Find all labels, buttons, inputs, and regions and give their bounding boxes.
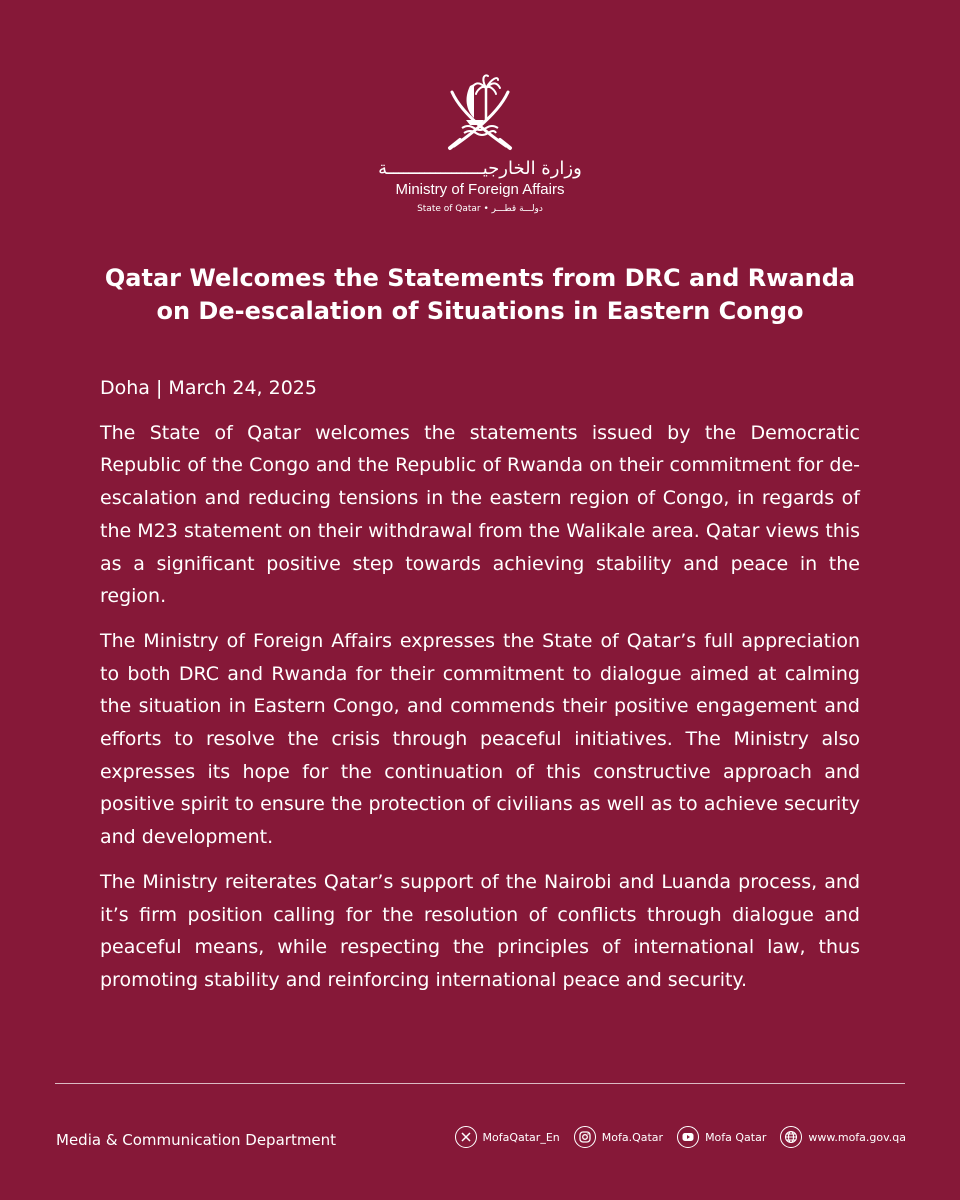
social-label-website: www.mofa.gov.qa [808, 1130, 906, 1144]
press-release-headline [60, 262, 900, 328]
social-link-x[interactable] [455, 1126, 560, 1148]
footer [56, 1124, 906, 1156]
state-of-qatar-line: State of Qatar • دولـــة قطـــر [417, 204, 543, 214]
footer-divider [55, 1083, 905, 1084]
ministry-english-name: Ministry of Foreign Affairs [395, 181, 565, 198]
social-label-instagram: Mofa.Qatar [601, 1130, 664, 1144]
headline-line-2: on De-escalation of Situations in Eastern Congo [156, 297, 804, 325]
globe-icon [780, 1126, 802, 1148]
body-paragraph-2: The Ministry of Foreign Affairs expresses the State of Qatar’s full appreciation to both DRC and Rwanda for their commitment to dialogue aimed at calming the situation in Eastern Congo, and commends their positive engagement and efforts to resolve the crisis through peaceful initiatives. The Ministry also expresses its hope for the continuation of this constructive approach and positive spirit to ensure the protection of civilians as well as to achieve security and development. [100, 629, 860, 849]
social-label-x: MofaQatar_En [482, 1130, 560, 1144]
x-icon [455, 1126, 477, 1148]
qatar-emblem-icon [440, 70, 520, 154]
youtube-icon [677, 1126, 699, 1148]
body-paragraph-3: The Ministry reiterates Qatar’s support of the Nairobi and Luanda process, and it’s firm position calling for the resolution of conflicts through dialogue and peaceful means, while respecting the principles of international law, thus promoting stability and reinforcing international peace and security. [100, 870, 860, 991]
social-link-youtube[interactable] [677, 1126, 766, 1148]
social-links [455, 1126, 906, 1148]
ministry-logo [0, 70, 960, 216]
social-link-instagram[interactable] [574, 1126, 663, 1148]
headline-line-1: Qatar Welcomes the Statements from DRC and Rwanda [104, 264, 856, 292]
body-paragraph-1: The State of Qatar welcomes the statements issued by the Democratic Republic of the Congo and the Republic of Rwanda on their commitment for de-escalation and reducing tensions in the eastern region of Congo, in regards of the M23 statement on their withdrawal from the Walikale area. Qatar views this as a significant positive step towards achieving stability and peace in the region. [100, 421, 860, 608]
ministry-arabic-name: وزارة الخارجيــــــــــــــــــة [378, 158, 582, 179]
social-link-website[interactable] [780, 1126, 906, 1148]
department-name: Media & Communication Department [56, 1131, 337, 1149]
press-release-body [100, 372, 860, 1009]
social-label-youtube: Mofa Qatar [705, 1130, 767, 1144]
dateline: Doha | March 24, 2025 [100, 377, 317, 399]
instagram-icon [574, 1126, 596, 1148]
